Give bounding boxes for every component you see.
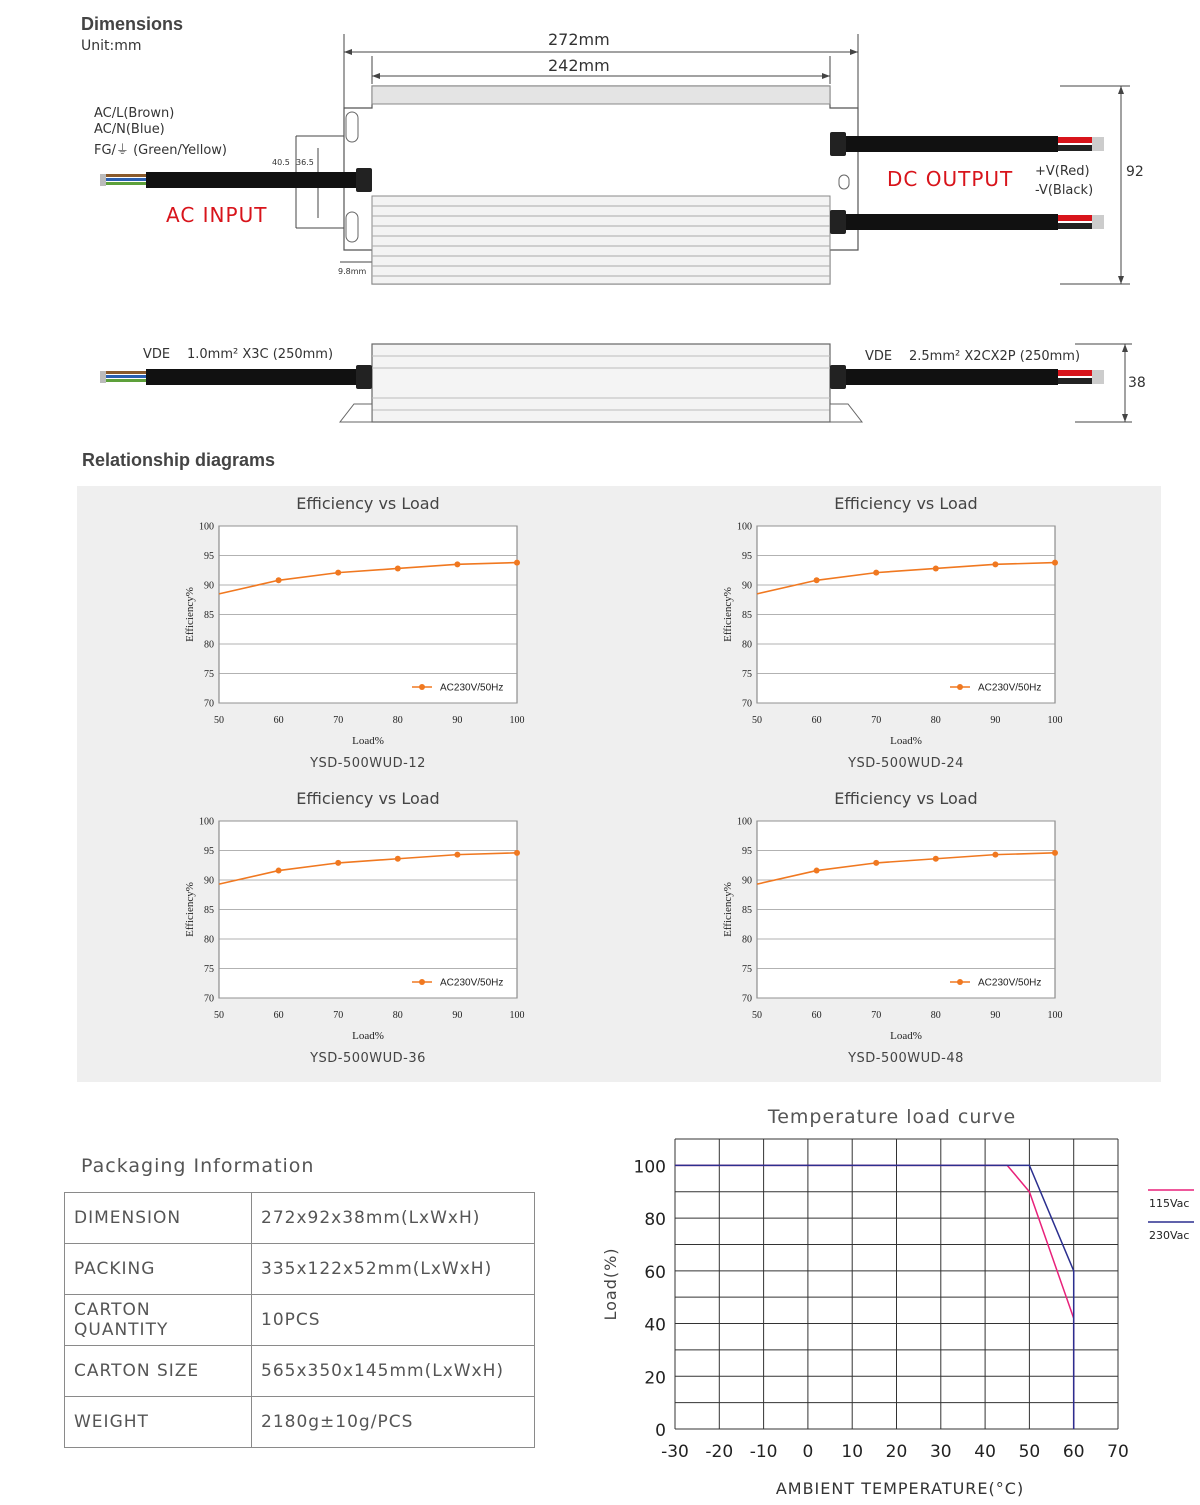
efficiency-chart-36	[180, 785, 540, 1075]
x-tick-label: 50	[214, 715, 224, 726]
y-tick-label: 100	[737, 521, 752, 533]
y-tick-label: 90	[204, 580, 214, 592]
efficiency-chart-48	[718, 785, 1078, 1075]
x-tick-label: 60	[273, 1010, 284, 1021]
data-point	[933, 856, 939, 862]
x-tick-label: 100	[1047, 1010, 1063, 1021]
x-tick-label: 100	[1047, 715, 1063, 726]
y-axis-label: Load(%)	[601, 1247, 620, 1321]
data-point	[276, 868, 282, 874]
row-label: WEIGHT	[65, 1397, 252, 1448]
x-tick-label: 80	[392, 715, 403, 726]
dim-9-8: 9.8mm	[338, 267, 367, 276]
ac-cable-top	[100, 168, 372, 192]
legend-label: AC230V/50Hz	[440, 977, 504, 989]
y-axis-label: Efficiency%	[184, 587, 196, 642]
legend-marker	[419, 684, 425, 690]
unit-label: Unit:mm	[81, 38, 142, 54]
y-tick-label: 80	[742, 934, 752, 946]
model-label: YSD-500WUD-12	[310, 756, 426, 771]
y-tick-label: 75	[204, 964, 214, 975]
x-tick-label: 70	[871, 1010, 882, 1021]
y-tick-label: 85	[204, 905, 214, 916]
dc-output-label: DC OUTPUT	[887, 167, 1014, 191]
y-tick-label: 100	[199, 521, 214, 533]
wire-neg: -V(Black)	[1035, 183, 1094, 198]
x-tick-label: 60	[273, 715, 284, 726]
data-point	[992, 852, 998, 858]
data-point	[873, 570, 879, 576]
row-label: DIMENSION	[65, 1193, 252, 1244]
dc-cables-top	[830, 132, 1104, 234]
chart-title: Efficiency vs Load	[296, 494, 440, 513]
y-tick-label: 90	[742, 580, 752, 592]
data-point	[814, 868, 820, 874]
row-value: 2180g±10g/PCS	[252, 1397, 535, 1448]
row-value: 10PCS	[252, 1295, 535, 1346]
table-row	[65, 1193, 535, 1244]
chart-title: Efficiency vs Load	[834, 789, 978, 808]
y-tick-label: 80	[204, 639, 214, 651]
efficiency-chart-24	[718, 490, 1078, 780]
row-label: CARTON QUANTITY	[65, 1295, 252, 1346]
dim-92: 92	[1126, 164, 1144, 180]
data-point	[992, 561, 998, 567]
x-tick-label: 50	[752, 1010, 762, 1021]
x-tick-label: 80	[392, 1010, 403, 1021]
y-tick-label: 100	[633, 1157, 666, 1178]
wire-ac-n: AC/N(Blue)	[94, 122, 165, 137]
x-tick-label: 70	[871, 715, 882, 726]
ac-input-label: AC INPUT	[166, 203, 268, 227]
temperature-chart	[590, 1098, 1200, 1505]
chart-title: Efficiency vs Load	[296, 789, 440, 808]
data-point	[514, 850, 520, 856]
x-tick-label: 70	[333, 715, 344, 726]
data-point	[814, 577, 820, 583]
x-tick-label: 0	[802, 1442, 814, 1462]
y-axis-label: Efficiency%	[722, 587, 734, 642]
x-tick-label: 90	[990, 1010, 1001, 1021]
x-tick-label: 60	[811, 715, 822, 726]
model-label: YSD-500WUD-48	[848, 1051, 964, 1066]
data-point	[454, 561, 460, 567]
data-point	[1052, 850, 1058, 856]
dimension-drawing	[0, 0, 1200, 440]
dim-272: 272mm	[548, 30, 610, 49]
x-tick-label: 70	[1107, 1442, 1129, 1462]
data-point	[276, 577, 282, 583]
x-tick-label: 80	[930, 1010, 941, 1021]
packaging-title: Packaging Information	[81, 1155, 315, 1177]
x-tick-label: -20	[705, 1442, 734, 1462]
x-axis-label: AMBIENT TEMPERATURE(°C)	[775, 1479, 1025, 1498]
table-row	[65, 1244, 535, 1295]
y-tick-label: 90	[742, 875, 752, 887]
legend-label: 230Vac	[1149, 1229, 1190, 1242]
x-tick-label: 50	[752, 715, 762, 726]
table-row	[65, 1346, 535, 1397]
relationship-title: Relationship diagrams	[82, 450, 276, 470]
wire-ac-l: AC/L(Brown)	[94, 106, 175, 121]
y-tick-label: 60	[644, 1262, 666, 1283]
x-tick-label: -30	[661, 1442, 689, 1462]
x-tick-label: 100	[509, 715, 525, 726]
y-tick-label: 90	[204, 875, 214, 887]
row-label: CARTON SIZE	[65, 1346, 252, 1397]
dimensions-title: Dimensions	[81, 14, 184, 34]
legend-label: 115Vac	[1149, 1197, 1190, 1210]
dim-40-5: 40.5	[272, 158, 290, 167]
y-tick-label: 40	[644, 1315, 666, 1336]
y-tick-label: 80	[204, 934, 214, 946]
y-tick-label: 75	[742, 964, 752, 975]
vde-right: VDE	[865, 349, 893, 364]
y-tick-label: 70	[742, 698, 752, 710]
legend-marker	[957, 684, 963, 690]
dim-38: 38	[1128, 375, 1146, 391]
dim-36-5: 36.5	[296, 158, 314, 167]
row-value: 335x122x52mm(LxWxH)	[252, 1244, 535, 1295]
vde-left: VDE	[143, 347, 171, 362]
legend-label: AC230V/50Hz	[978, 977, 1042, 989]
packaging-table	[64, 1192, 535, 1448]
x-tick-label: 100	[509, 1010, 525, 1021]
y-tick-label: 70	[204, 993, 214, 1005]
chart-title: Efficiency vs Load	[834, 494, 978, 513]
y-tick-label: 85	[742, 610, 752, 621]
x-axis-label: Load%	[890, 1030, 922, 1042]
y-tick-label: 100	[199, 816, 214, 828]
model-label: YSD-500WUD-36	[310, 1051, 426, 1066]
x-tick-label: 30	[929, 1442, 952, 1462]
housing-side-view	[100, 344, 1104, 422]
y-tick-label: 80	[742, 639, 752, 651]
y-tick-label: 0	[655, 1421, 666, 1441]
y-tick-label: 95	[204, 846, 214, 857]
y-tick-label: 95	[204, 551, 214, 562]
x-tick-label: 60	[1062, 1442, 1085, 1462]
row-label: PACKING	[65, 1244, 252, 1295]
data-point	[335, 860, 341, 866]
y-tick-label: 95	[742, 551, 752, 562]
y-axis-label: Efficiency%	[722, 882, 734, 937]
x-tick-label: 90	[990, 715, 1001, 726]
y-tick-label: 70	[742, 993, 752, 1005]
data-point	[873, 860, 879, 866]
x-tick-label: 50	[214, 1010, 224, 1021]
x-tick-label: 10	[841, 1442, 864, 1462]
legend-marker	[957, 979, 963, 985]
y-tick-label: 95	[742, 846, 752, 857]
model-label: YSD-500WUD-24	[848, 756, 964, 771]
x-tick-label: 60	[811, 1010, 822, 1021]
housing-top-view	[344, 86, 858, 284]
x-axis-label: Load%	[352, 735, 384, 747]
data-point	[335, 570, 341, 576]
data-point	[1052, 560, 1058, 566]
y-axis-label: Efficiency%	[184, 882, 196, 937]
y-tick-label: 85	[742, 905, 752, 916]
legend-marker	[419, 979, 425, 985]
data-point	[933, 565, 939, 571]
y-tick-label: 85	[204, 610, 214, 621]
cable-right: 2.5mm² X2CX2P (250mm)	[909, 349, 1081, 364]
x-tick-label: 90	[452, 1010, 463, 1021]
y-tick-label: 100	[737, 816, 752, 828]
data-point	[454, 852, 460, 858]
legend-label: AC230V/50Hz	[978, 682, 1042, 694]
x-tick-label: 90	[452, 715, 463, 726]
dim-242: 242mm	[548, 56, 610, 75]
data-point	[395, 856, 401, 862]
data-point	[514, 560, 520, 566]
chart-title: Temperature load curve	[767, 1106, 1017, 1128]
table-row	[65, 1295, 535, 1346]
cable-left: 1.0mm² X3C (250mm)	[187, 347, 334, 362]
x-axis-label: Load%	[890, 735, 922, 747]
y-tick-label: 70	[204, 698, 214, 710]
y-tick-label: 80	[644, 1210, 666, 1231]
row-value: 565x350x145mm(LxWxH)	[252, 1346, 535, 1397]
x-tick-label: 70	[333, 1010, 344, 1021]
data-point	[395, 565, 401, 571]
table-row	[65, 1397, 535, 1448]
x-tick-label: 20	[885, 1442, 908, 1462]
y-tick-label: 75	[742, 669, 752, 680]
x-tick-label: -10	[749, 1442, 778, 1462]
x-tick-label: 80	[930, 715, 941, 726]
wire-pos: +V(Red)	[1035, 164, 1090, 179]
wire-fg: FG/⏚ (Green/Yellow)	[94, 143, 227, 158]
efficiency-chart-12	[180, 490, 540, 780]
x-axis-label: Load%	[352, 1030, 384, 1042]
y-tick-label: 20	[644, 1368, 666, 1389]
legend-label: AC230V/50Hz	[440, 682, 504, 694]
x-tick-label: 50	[1018, 1442, 1041, 1462]
y-tick-label: 75	[204, 669, 214, 680]
row-value: 272x92x38mm(LxWxH)	[252, 1193, 535, 1244]
x-tick-label: 40	[974, 1442, 996, 1462]
